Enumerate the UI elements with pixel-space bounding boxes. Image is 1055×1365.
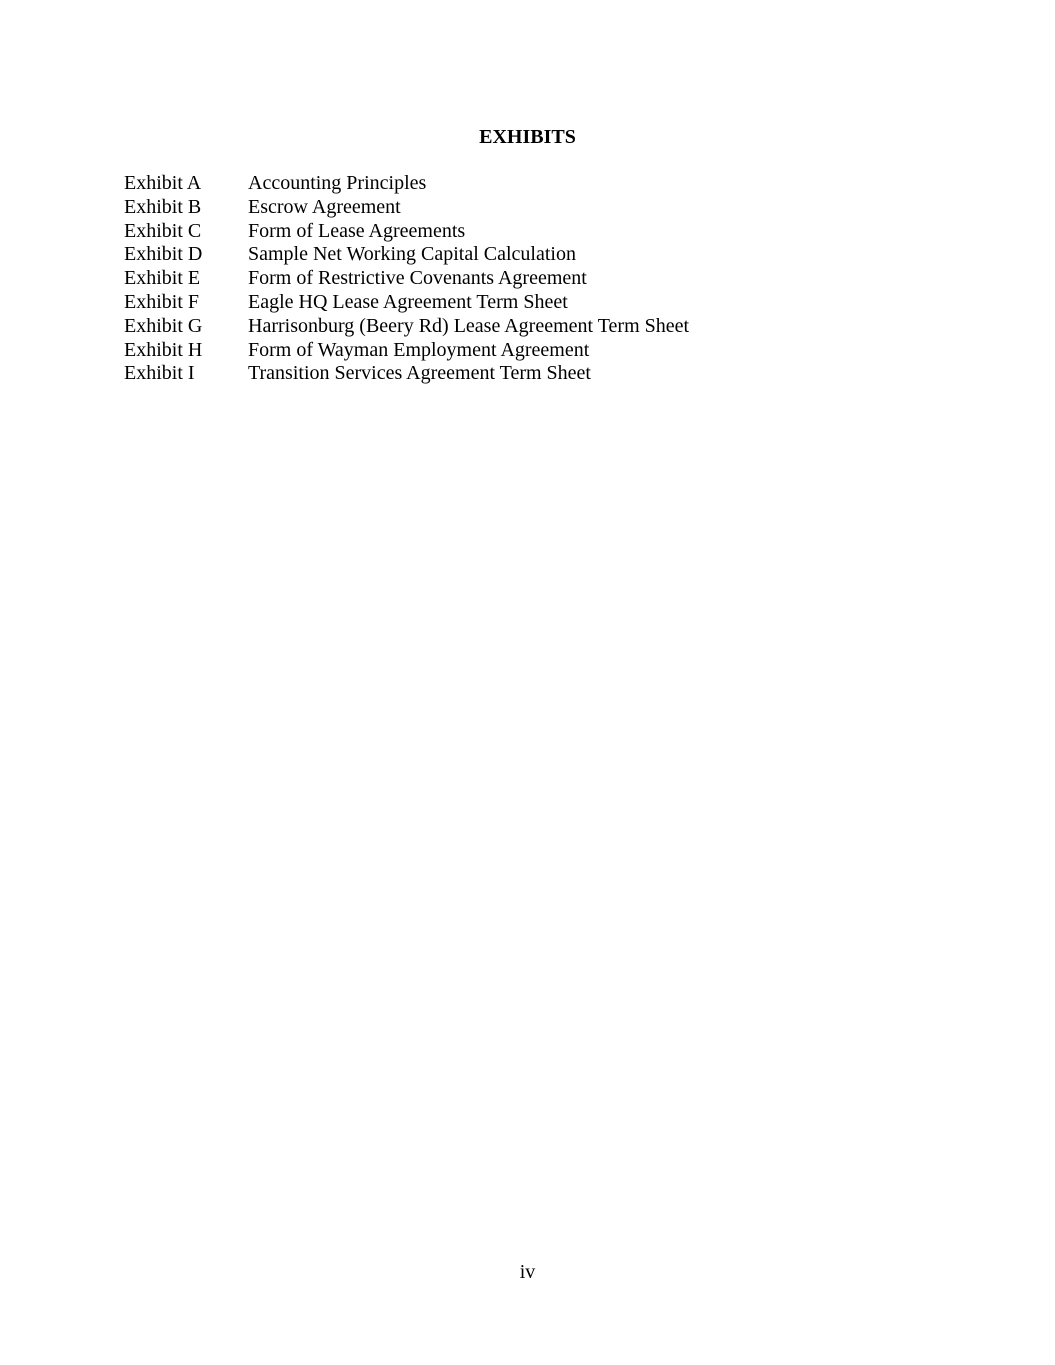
exhibit-row-c (124, 220, 944, 244)
exhibit-title: Form of Restrictive Covenants Agreement (248, 267, 587, 290)
exhibit-row-g (124, 315, 944, 339)
exhibit-row-d (124, 243, 944, 267)
exhibit-list (124, 172, 944, 386)
exhibit-title: Sample Net Working Capital Calculation (248, 243, 576, 266)
exhibit-row-f (124, 291, 944, 315)
exhibit-title: Eagle HQ Lease Agreement Term Sheet (248, 290, 568, 313)
exhibit-label: Exhibit F (124, 290, 200, 313)
exhibit-row-a (124, 172, 944, 196)
exhibit-row-i (124, 362, 944, 386)
exhibit-label: Exhibit H (124, 338, 203, 361)
exhibit-label: Exhibit A (124, 172, 202, 194)
exhibit-title: Escrow Agreement (248, 195, 401, 218)
exhibit-title: Accounting Principles (248, 172, 427, 194)
exhibit-label: Exhibit I (124, 362, 195, 385)
exhibit-label: Exhibit B (124, 195, 202, 218)
exhibit-row-e (124, 267, 944, 291)
exhibit-title: Transition Services Agreement Term Sheet (248, 362, 591, 385)
exhibit-row-h (124, 339, 944, 363)
exhibit-title: Form of Lease Agreements (248, 219, 466, 242)
page-number: iv (519, 1261, 536, 1283)
exhibit-title: Form of Wayman Employment Agreement (248, 338, 590, 361)
exhibit-row-b (124, 196, 944, 220)
exhibit-label: Exhibit G (124, 314, 203, 337)
exhibit-label: Exhibit C (124, 219, 202, 242)
exhibit-title: Harrisonburg (Beery Rd) Lease Agreement Term Sheet (248, 314, 690, 337)
page-title: EXHIBITS (479, 126, 576, 148)
exhibit-label: Exhibit E (124, 267, 201, 290)
exhibit-label: Exhibit D (124, 243, 203, 266)
